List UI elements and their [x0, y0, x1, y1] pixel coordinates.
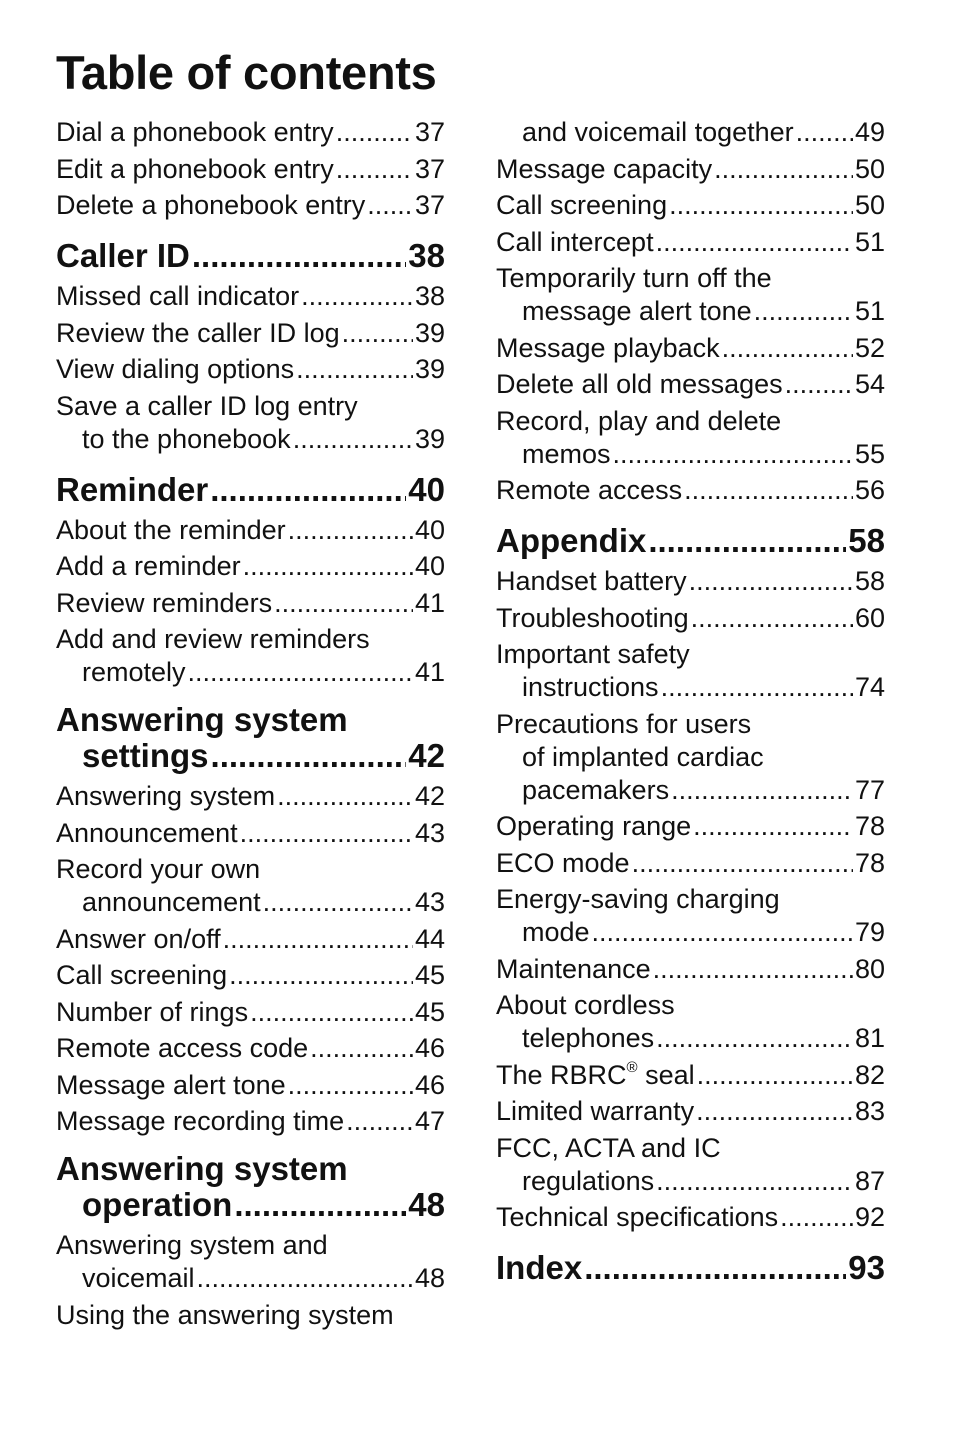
toc-entry[interactable]: Dial a phonebook entry ..... 37 [56, 116, 445, 149]
toc-entry[interactable]: Operating range ..... 78 [496, 810, 885, 843]
toc-entry[interactable]: Review the caller ID log ..... 39 [56, 317, 445, 350]
toc-entry[interactable]: Message capacity ..... 50 [496, 153, 885, 186]
toc-entry[interactable]: Save a caller ID log entry to the phonebook ..... 39 [56, 390, 445, 456]
section-heading-reminder[interactable]: Reminder ..... 40 [56, 470, 445, 510]
toc-entry[interactable]: Maintenance ..... 80 [496, 953, 885, 986]
toc-entry[interactable]: Announcement ..... 43 [56, 817, 445, 850]
toc-entry[interactable]: Call intercept ..... 51 [496, 226, 885, 259]
toc-entry[interactable]: Answering system and voicemail ..... 48 [56, 1229, 445, 1295]
toc-entry[interactable]: FCC, ACTA and IC regulations ..... 87 [496, 1132, 885, 1198]
toc-entry[interactable]: Add a reminder ..... 40 [56, 550, 445, 583]
toc-left-column [56, 116, 445, 1332]
toc-entry[interactable]: Answer on/off ..... 44 [56, 923, 445, 956]
page-title: Table of contents [56, 46, 437, 99]
toc-entry[interactable]: The RBRC® seal ..... 82 [496, 1059, 885, 1092]
section-heading-answering-operation[interactable]: Answering system operation ..... 48 [56, 1152, 445, 1225]
toc-entry[interactable]: Edit a phonebook entry ..... 37 [56, 153, 445, 186]
toc-entry[interactable]: ECO mode ..... 78 [496, 847, 885, 880]
toc-entry[interactable]: Message alert tone ..... 46 [56, 1069, 445, 1102]
toc-entry[interactable]: Technical specifications ..... 92 [496, 1201, 885, 1234]
toc-entry[interactable]: Add and review reminders remotely ..... 41 [56, 623, 445, 689]
toc-entry[interactable]: About cordless telephones ..... 81 [496, 989, 885, 1055]
toc-right-column [496, 116, 885, 1292]
toc-entry[interactable]: Review reminders ..... 41 [56, 587, 445, 620]
toc-entry[interactable]: Record your own announcement ..... 43 [56, 853, 445, 919]
toc-entry[interactable]: About the reminder ..... 40 [56, 514, 445, 547]
toc-entry-continued[interactable]: Using the answering system [56, 1299, 394, 1330]
toc-entry[interactable]: View dialing options ..... 39 [56, 353, 445, 386]
toc-entry[interactable]: Remote access code ..... 46 [56, 1032, 445, 1065]
section-heading-answering-settings[interactable]: Answering system settings ..... 42 [56, 703, 445, 776]
toc-entry[interactable]: Precautions for users of implanted cardiac pacemakers ..... 77 [496, 708, 885, 807]
section-heading-index[interactable]: Index ..... 93 [496, 1248, 885, 1288]
toc-entry[interactable]: Important safety instructions ..... 74 [496, 638, 885, 704]
toc-entry[interactable]: Call screening ..... 45 [56, 959, 445, 992]
toc-entry[interactable]: Answering system ..... 42 [56, 780, 445, 813]
registered-mark: ® [626, 1058, 638, 1076]
toc-entry[interactable]: Energy-saving charging mode ..... 79 [496, 883, 885, 949]
toc-entry[interactable]: Call screening ..... 50 [496, 189, 885, 222]
toc-entry[interactable]: Missed call indicator ..... 38 [56, 280, 445, 313]
toc-entry[interactable]: Remote access ..... 56 [496, 474, 885, 507]
toc-entry-continuation[interactable]: and voicemail together ..... 49 [496, 116, 885, 149]
toc-entry[interactable]: Troubleshooting ..... 60 [496, 602, 885, 635]
toc-entry[interactable]: Message recording time ..... 47 [56, 1105, 445, 1138]
section-heading-appendix[interactable]: Appendix ..... 58 [496, 521, 885, 561]
toc-entry[interactable]: Handset battery ..... 58 [496, 565, 885, 598]
toc-entry[interactable]: Record, play and delete memos ..... 55 [496, 405, 885, 471]
toc-entry[interactable]: Temporarily turn off the message alert tone ..... 51 [496, 262, 885, 328]
section-heading-caller-id[interactable]: Caller ID ..... 38 [56, 236, 445, 276]
toc-entry[interactable]: Number of rings ..... 45 [56, 996, 445, 1029]
toc-entry[interactable]: Limited warranty ..... 83 [496, 1095, 885, 1128]
toc-entry[interactable]: Message playback ..... 52 [496, 332, 885, 365]
toc-entry[interactable]: Delete a phonebook entry ..... 37 [56, 189, 445, 222]
toc-entry[interactable]: Delete all old messages ..... 54 [496, 368, 885, 401]
